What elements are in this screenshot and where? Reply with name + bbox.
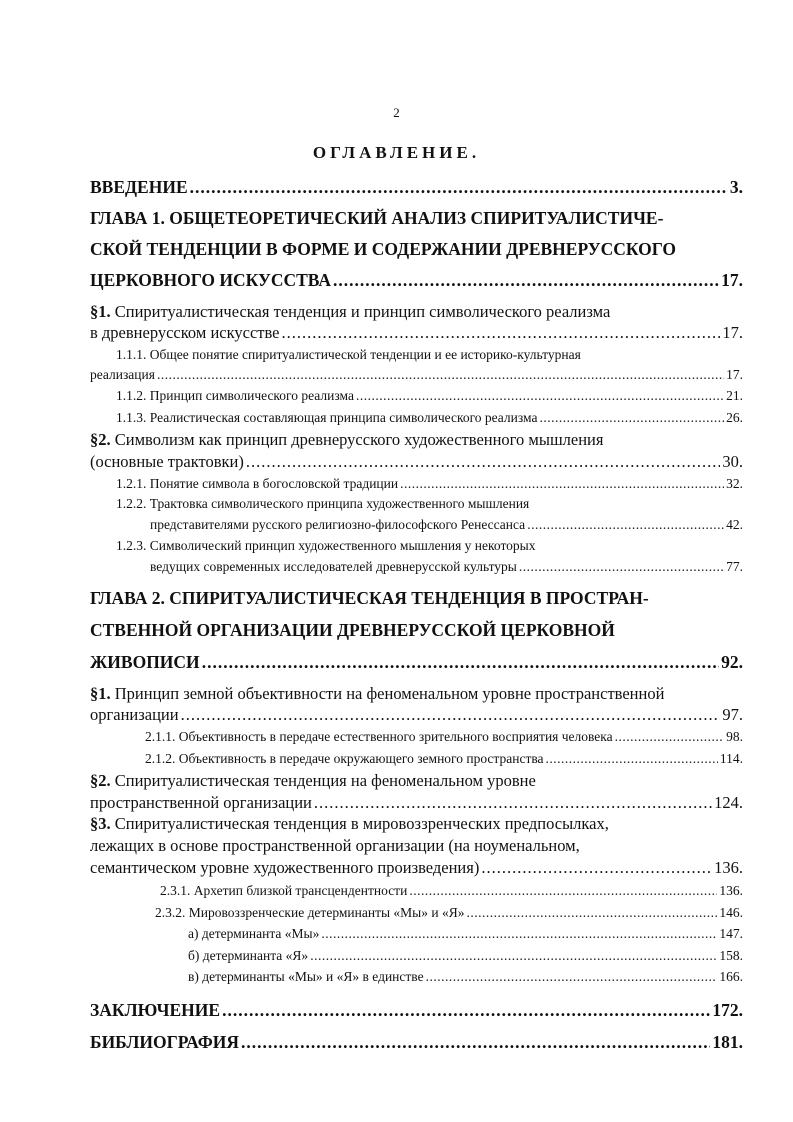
page-number: 2: [393, 105, 400, 120]
toc-entry-subsection-1-2-3[interactable]: ведущих современных исследователей древнерусской культуры ..... 77.: [150, 559, 743, 575]
toc-entry-subsection-2-3-2[interactable]: 2.3.2. Мировоззренческие детерминанты «Мы» и «Я» ..... 146.: [155, 905, 743, 921]
page-ref: 98.: [726, 729, 743, 744]
dot-leader: [321, 926, 717, 942]
page-ref: 30.: [722, 452, 743, 471]
dot-leader: [157, 367, 724, 383]
subsection-1-2-3-line-1[interactable]: 1.2.3. Символический принцип художественного мышления у некоторых: [116, 538, 536, 553]
page-ref: 3.: [729, 177, 743, 197]
toc-entry-section-2-3[interactable]: семантическом уровне художественного произведения) ..... 136.: [90, 859, 743, 878]
toc-title: ОГЛАВЛЕНИЕ.: [312, 143, 481, 162]
page-ref: 17.: [721, 270, 743, 290]
page-ref: 97.: [722, 705, 743, 724]
dot-leader: [241, 1032, 710, 1052]
section-mark: §1.: [90, 684, 111, 703]
section-mark: §2.: [90, 430, 111, 449]
dot-leader: [314, 794, 712, 813]
toc-entry-subsection-2-1-2[interactable]: 2.1.2. Объективность в передаче окружающего земного пространства ..... 114.: [145, 751, 743, 767]
dot-leader: [282, 324, 721, 343]
page-ref: 147.: [719, 926, 743, 941]
toc-entry-subsection-1-1-3[interactable]: 1.1.3. Реалистическая составляющая принципа символического реализма ..... 26.: [116, 410, 743, 426]
dot-leader: [527, 517, 724, 533]
toc-entry-chapter-2[interactable]: ЖИВОПИСИ ..... 92.: [90, 652, 743, 672]
toc-entry-introduction[interactable]: ВВЕДЕНИЕ ..... 3.: [90, 177, 743, 197]
toc-entry-subsection-1-1-2[interactable]: 1.1.2. Принцип символического реализма ..... 21.: [116, 388, 743, 404]
dot-leader: [426, 969, 718, 985]
section-mark: §3.: [90, 814, 111, 833]
toc-entry-item-2-3-2-a[interactable]: а) детерминанта «Мы» ..... 147.: [188, 926, 743, 942]
page-ref: 158.: [719, 948, 743, 963]
toc-entry-section-1-2[interactable]: (основные трактовки) ..... 30.: [90, 453, 743, 472]
toc-entry-item-2-3-2-b[interactable]: б) детерминанта «Я» ..... 158.: [188, 948, 743, 964]
chapter-2-title-line-1[interactable]: ГЛАВА 2. СПИРИТУАЛИСТИЧЕСКАЯ ТЕНДЕНЦИЯ В ПРОСТРАН-: [90, 588, 649, 608]
section-mark: §1.: [90, 302, 111, 321]
toc-entry-section-2-1[interactable]: организации ..... 97.: [90, 706, 743, 725]
chapter-2-title-line-2[interactable]: СТВЕННОЙ ОРГАНИЗАЦИИ ДРЕВНЕРУССКОЙ ЦЕРКОВНОЙ: [90, 620, 615, 640]
page-ref: 136.: [714, 858, 743, 877]
dot-leader: [190, 177, 728, 197]
toc-entry-section-2-2[interactable]: пространственной организации ..... 124.: [90, 794, 743, 813]
page-ref: 172.: [712, 1000, 743, 1020]
dot-leader: [546, 751, 718, 767]
page-ref: 124.: [714, 793, 743, 812]
section-mark: §2.: [90, 771, 111, 790]
dot-leader: [409, 883, 717, 899]
section-2-2-line-1[interactable]: §2. Спиритуалистическая тенденция на феноменальном уровне: [90, 771, 536, 790]
section-2-3-line-1[interactable]: §3. Спиритуалистическая тенденция в мировоззренческих предпосылках,: [90, 814, 609, 833]
dot-leader: [481, 859, 712, 878]
page-ref: 32.: [726, 476, 743, 491]
toc-entry-subsection-1-2-2[interactable]: представителями русского религиозно-философского Ренессанса ..... 42.: [150, 517, 743, 533]
section-1-1-line-1[interactable]: §1. Спиритуалистическая тенденция и принцип символического реализма: [90, 302, 611, 321]
dot-leader: [466, 905, 717, 921]
toc-entry-conclusion[interactable]: ЗАКЛЮЧЕНИЕ ..... 172.: [90, 1000, 743, 1020]
section-2-1-line-1[interactable]: §1. Принцип земной объективности на феноменальном уровне пространственной: [90, 684, 665, 703]
chapter-1-title-line-2[interactable]: СКОЙ ТЕНДЕНЦИИ В ФОРМЕ И СОДЕРЖАНИИ ДРЕВНЕРУССКОГО: [90, 239, 677, 259]
toc-entry-subsection-2-3-1[interactable]: 2.3.1. Архетип близкой трансцендентности ..... 136.: [160, 883, 743, 899]
toc-entry-section-1-1[interactable]: в древнерусском искусстве ..... 17.: [90, 324, 743, 343]
toc-entry-bibliography[interactable]: БИБЛИОГРАФИЯ ..... 181.: [90, 1032, 743, 1052]
dot-leader: [222, 1000, 710, 1020]
page-ref: 21.: [726, 388, 743, 403]
page-ref: 17.: [722, 323, 743, 342]
page-ref: 77.: [726, 559, 743, 574]
subsection-1-2-2-line-1[interactable]: 1.2.2. Трактовка символического принципа художественного мышления: [116, 496, 530, 511]
dot-leader: [615, 729, 724, 745]
dot-leader: [310, 948, 717, 964]
section-1-2-line-1[interactable]: §2. Символизм как принцип древнерусского художественного мышления: [90, 430, 604, 449]
toc-entry-chapter-1[interactable]: ЦЕРКОВНОГО ИСКУССТВА ..... 17.: [90, 270, 743, 290]
page-ref: 42.: [726, 517, 743, 532]
page-ref: 146.: [719, 905, 743, 920]
dot-leader: [356, 388, 724, 404]
dot-leader: [246, 453, 721, 472]
dot-leader: [202, 652, 719, 672]
page-ref: 166.: [719, 969, 743, 984]
dot-leader: [400, 476, 724, 492]
page-ref: 92.: [721, 652, 743, 672]
subsection-1-1-1-line-1[interactable]: 1.1.1. Общее понятие спиритуалистической тенденции и ее историко-культурная: [116, 347, 581, 362]
page-ref: 181.: [712, 1032, 743, 1052]
section-2-3-line-2[interactable]: лежащих в основе пространственной организации (на ноуменальном,: [90, 836, 580, 855]
page-ref: 17.: [726, 367, 743, 382]
page-ref: 26.: [726, 410, 743, 425]
dot-leader: [519, 559, 724, 575]
toc-entry-subsection-1-2-1[interactable]: 1.2.1. Понятие символа в богословской традиции ..... 32.: [116, 476, 743, 492]
dot-leader: [181, 706, 721, 725]
page-ref: 114.: [719, 751, 743, 766]
page-ref: 136.: [719, 883, 743, 898]
dot-leader: [539, 410, 724, 426]
dot-leader: [333, 270, 719, 290]
toc-entry-subsection-1-1-1[interactable]: реализация ..... 17.: [90, 367, 743, 383]
toc-entry-item-2-3-2-c[interactable]: в) детерминанты «Мы» и «Я» в единстве ..... 166.: [188, 969, 743, 985]
chapter-1-title-line-1[interactable]: ГЛАВА 1. ОБЩЕТЕОРЕТИЧЕСКИЙ АНАЛИЗ СПИРИТУАЛИСТИЧЕ-: [90, 208, 664, 228]
toc-entry-subsection-2-1-1[interactable]: 2.1.1. Объективность в передаче естественного зрительного восприятия человека ..... 98.: [145, 729, 743, 745]
